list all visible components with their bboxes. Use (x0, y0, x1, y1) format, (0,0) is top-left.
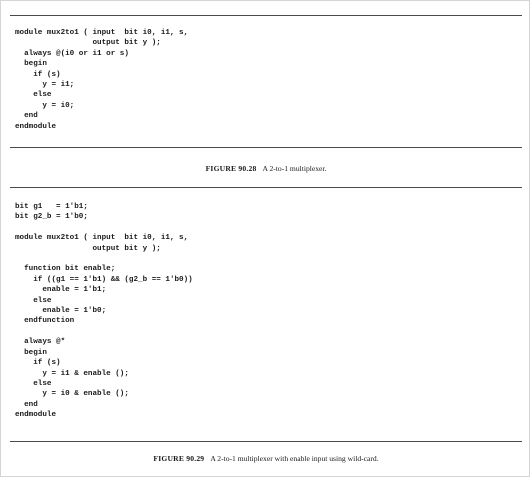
second-figure-top-rule (10, 187, 522, 188)
code-line: y = i0 & enable (); (15, 390, 129, 399)
code-line: endfunction (15, 317, 75, 326)
code-line: begin (15, 348, 47, 357)
figure-caption-text: A 2-to-1 multiplexer. (262, 164, 327, 173)
code-listing-mux2to1-enable (15, 202, 193, 421)
code-line: always @(i0 or i1 or s) (15, 49, 129, 58)
second-figure-caption-text: A 2-to-1 multiplexer with enable input using wild-card. (210, 454, 379, 463)
code-line: output bit y ); (15, 244, 161, 253)
code-line: bit g1 = 1'b1; (15, 203, 88, 211)
code-line: enable = 1'b1; (15, 286, 107, 295)
code-line: endmodule (15, 122, 57, 131)
code-line: begin (15, 60, 47, 69)
code-line: if ((g1 == 1'b1) && (g2_b == 1'b0)) (15, 275, 193, 284)
code-line: else (15, 91, 52, 100)
code-listing-mux2to1 (15, 28, 188, 132)
code-line: endmodule (15, 411, 57, 420)
second-figure-bottom-rule (10, 441, 522, 442)
figure-bottom-rule (10, 147, 522, 148)
top-rule (10, 15, 522, 16)
figure-caption (10, 164, 522, 173)
code-line: end (15, 112, 38, 121)
second-figure-number: FIGURE 90.29 (153, 454, 205, 463)
figure-number: FIGURE 90.28 (205, 164, 257, 173)
code-line: end (15, 400, 38, 409)
second-figure-caption (10, 454, 522, 463)
code-line: if (s) (15, 359, 61, 368)
code-line: always @* (15, 338, 66, 347)
code-line: if (s) (15, 70, 61, 79)
code-line: output bit y ); (15, 39, 161, 48)
code-line: module mux2to1 ( input bit i0, i1, s, (15, 29, 189, 37)
code-line: module mux2to1 ( input bit i0, i1, s, (15, 234, 189, 243)
code-line: y = i1; (15, 81, 75, 90)
code-line: function bit enable; (15, 265, 116, 274)
code-line: else (15, 296, 52, 305)
code-line: bit g2_b = 1'b0; (15, 213, 88, 222)
code-line: y = i0; (15, 101, 75, 110)
code-line: y = i1 & enable (); (15, 369, 129, 378)
code-line: else (15, 379, 52, 388)
code-line: enable = 1'b0; (15, 307, 107, 316)
